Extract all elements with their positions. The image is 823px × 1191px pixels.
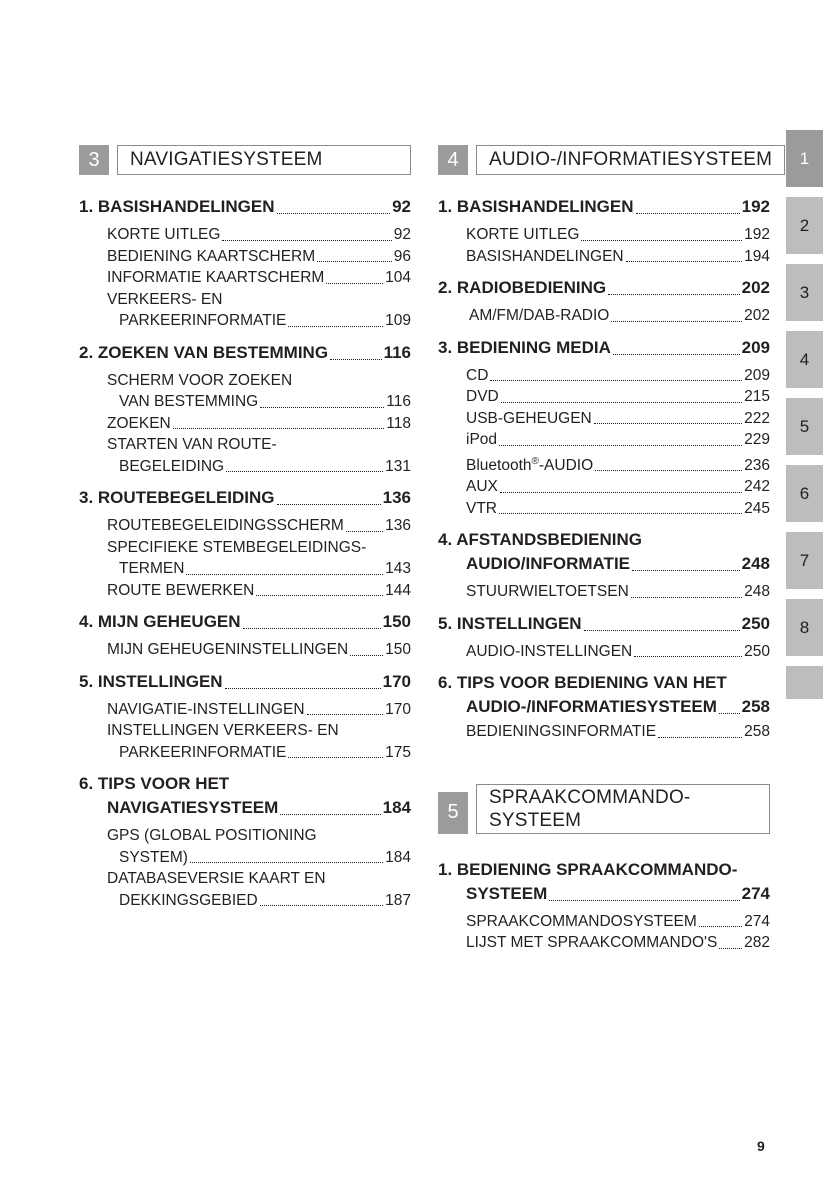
toc-entry[interactable]: STUURWIELTOETSEN 248	[466, 583, 770, 601]
toc-group	[438, 336, 770, 520]
toc-chapter[interactable]: 3. BEDIENING MEDIA 209	[438, 337, 770, 357]
chapter-tab-3[interactable]: 3	[786, 264, 823, 321]
toc-entry[interactable]: MIJN GEHEUGENINSTELLINGEN 150	[107, 641, 411, 658]
section-number: 4	[438, 145, 468, 175]
toc-entry[interactable]: SYSTEM) 184	[119, 848, 411, 866]
toc-entry[interactable]: ROUTEBEGELEIDINGSSCHERM 136	[107, 517, 411, 534]
toc-entry[interactable]: ROUTE BEWERKEN 144	[107, 581, 411, 599]
toc-group	[79, 341, 411, 478]
toc-group	[79, 610, 411, 661]
toc-chapter-line1[interactable]: 6. TIPS VOOR HET	[79, 774, 230, 793]
toc-group	[438, 671, 770, 743]
toc-entry[interactable]: DEKKINGSGEBIED 187	[119, 891, 411, 909]
section-number: 3	[79, 145, 109, 175]
toc-chapter[interactable]: AUDIO/INFORMATIE 248	[466, 554, 770, 574]
section-header	[438, 145, 773, 175]
toc-entry-line1[interactable]: INSTELLINGEN VERKEERS- EN	[107, 722, 339, 739]
toc-entry[interactable]: AM/FM/DAB-RADIO 202	[469, 307, 770, 324]
chapter-tab-4[interactable]: 4	[786, 331, 823, 388]
toc-group	[438, 195, 770, 267]
toc-entry-line1[interactable]: STARTEN VAN ROUTE-	[107, 436, 277, 453]
toc-entry[interactable]: AUX 242	[466, 478, 770, 496]
section-title-line2: SYSTEEM	[489, 809, 582, 831]
toc-group	[79, 670, 411, 764]
section-number: 5	[438, 792, 468, 834]
toc-entry[interactable]: INFORMATIE KAARTSCHERM 104	[107, 269, 411, 286]
toc-chapter[interactable]: 5. INSTELLINGEN 170	[79, 671, 411, 691]
toc-chapter[interactable]: 2. ZOEKEN VAN BESTEMMING 116	[79, 342, 411, 362]
chapter-tab-2[interactable]: 2	[786, 197, 823, 254]
toc-entry[interactable]: ZOEKEN 118	[107, 414, 411, 432]
toc-chapter[interactable]: AUDIO-/INFORMATIESYSTEEM 258	[466, 697, 770, 717]
toc-entry-line1[interactable]: VERKEERS- EN	[107, 290, 223, 308]
chapter-tab-6[interactable]: 6	[786, 465, 823, 522]
toc-entry[interactable]: DVD 215	[466, 388, 770, 405]
chapter-tab-7[interactable]: 7	[786, 532, 823, 589]
toc-entry-line1[interactable]: DATABASEVERSIE KAART EN	[107, 870, 326, 887]
toc-entry[interactable]: USB-GEHEUGEN 222	[466, 409, 770, 427]
toc-chapter[interactable]: SYSTEEM 274	[466, 883, 770, 903]
section-title[interactable]	[476, 784, 770, 834]
toc-chapter[interactable]: 3. ROUTEBEGELEIDING 136	[79, 488, 411, 507]
section-title[interactable]: NAVIGATIESYSTEEM	[117, 145, 411, 175]
toc-entry[interactable]: BEGELEIDING 131	[119, 457, 411, 475]
toc-entry-line1[interactable]: GPS (GLOBAL POSITIONING	[107, 827, 317, 844]
toc-entry[interactable]: BEDIENINGSINFORMATIE 258	[466, 723, 770, 741]
toc-entry[interactable]: PARKEERINFORMATIE 175	[119, 743, 411, 761]
chapter-tab-1[interactable]: 1	[786, 130, 823, 187]
toc-entry-line1[interactable]: SPECIFIEKE STEMBEGELEIDINGS-	[107, 538, 367, 556]
toc-entry[interactable]: CD 209	[466, 366, 770, 384]
toc-chapter-line1[interactable]: 6. TIPS VOOR BEDIENING VAN HET	[438, 673, 727, 693]
toc-entry[interactable]: SPRAAKCOMMANDOSYSTEEM 274	[466, 912, 770, 930]
toc-entry[interactable]: iPod 229	[466, 431, 770, 448]
toc-entry[interactable]: NAVIGATIE-INSTELLINGEN 170	[107, 700, 411, 718]
section-header	[79, 145, 411, 175]
chapter-tab-5[interactable]: 5	[786, 398, 823, 455]
toc-entry[interactable]: PARKEERINFORMATIE 109	[119, 312, 411, 329]
toc-chapter[interactable]: 5. INSTELLINGEN 250	[438, 613, 770, 633]
toc-group	[79, 772, 411, 911]
toc-entry[interactable]: VAN BESTEMMING 116	[119, 393, 411, 410]
toc-entry[interactable]: BEDIENING KAARTSCHERM 96	[107, 247, 411, 265]
toc-chapter[interactable]: NAVIGATIESYSTEEM 184	[107, 798, 411, 817]
page-number: 9	[757, 1138, 765, 1154]
toc-entry[interactable]: BASISHANDELINGEN 194	[466, 247, 770, 265]
toc-column-left	[79, 145, 411, 911]
toc-entry[interactable]: AUDIO-INSTELLINGEN 250	[466, 642, 770, 660]
chapter-tab-index[interactable]	[786, 666, 823, 699]
toc-entry[interactable]: VTR 245	[466, 499, 770, 517]
toc-chapter-line1[interactable]: 4. AFSTANDSBEDIENING	[438, 530, 643, 550]
chapter-tab-8[interactable]: 8	[786, 599, 823, 656]
toc-chapter[interactable]: 1. BASISHANDELINGEN 192	[438, 197, 770, 216]
toc-group	[438, 528, 770, 603]
section-title-line1: SPRAAKCOMMANDO-	[489, 786, 691, 808]
section-title[interactable]: AUDIO-/INFORMATIESYSTEEM	[476, 145, 785, 175]
toc-group	[79, 486, 411, 601]
toc-group	[79, 195, 411, 332]
toc-group	[438, 858, 770, 954]
toc-chapter[interactable]: 4. MIJN GEHEUGEN 150	[79, 612, 411, 631]
toc-entry[interactable]: TERMEN 143	[119, 560, 411, 577]
toc-entry[interactable]: KORTE UITLEG 192	[466, 226, 770, 243]
section-header	[438, 784, 770, 834]
toc-column-right	[438, 145, 773, 954]
toc-chapter-line1[interactable]: 1. BEDIENING SPRAAKCOMMANDO-	[438, 859, 738, 879]
toc-chapter[interactable]: 2. RADIOBEDIENING 202	[438, 278, 770, 297]
toc-group	[438, 276, 770, 327]
toc-group	[438, 612, 770, 663]
toc-chapter[interactable]: 1. BASISHANDELINGEN 92	[79, 197, 411, 216]
toc-entry[interactable]: KORTE UITLEG 92	[107, 226, 411, 243]
chapter-tabs	[786, 130, 823, 709]
toc-entry-line1[interactable]: SCHERM VOOR ZOEKEN	[107, 371, 293, 389]
toc-entry[interactable]: Bluetooth®-AUDIO 236	[466, 455, 770, 474]
toc-entry[interactable]: LIJST MET SPRAAKCOMMANDO'S 282	[466, 934, 770, 952]
